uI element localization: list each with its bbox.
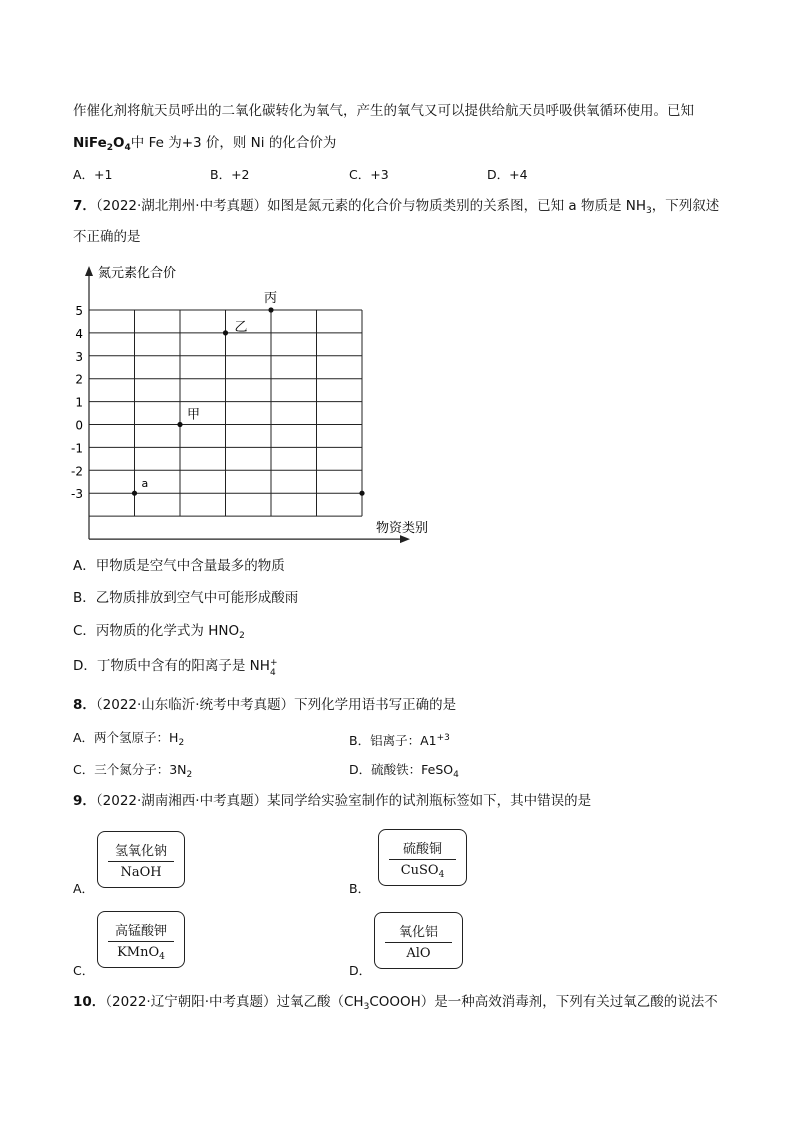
chart-axes <box>85 266 410 543</box>
reagent-label-d-divider <box>385 942 452 943</box>
q9-option-a-letter: A． <box>73 881 95 896</box>
q8-option-b: B．铝离子：$A1^{+3}$ <box>349 733 450 748</box>
q7-option-c: C．丙物质的化学式为 $HNO_2$ <box>73 623 245 641</box>
q7-option-a: A．甲物质是空气中含量最多的物质 <box>73 558 285 574</box>
y-tick-label: -1 <box>71 441 83 456</box>
y-tick-label: 3 <box>75 349 83 364</box>
y-tick-label: 4 <box>75 326 83 341</box>
q9-option-b-letter: B． <box>349 881 371 896</box>
reagent-label-a-name: 氢氧化钠 <box>114 844 167 859</box>
q9-option-d-letter: D． <box>349 963 372 978</box>
chart-x-axis-label: 物资类别 <box>376 521 429 536</box>
q8-option-d: D．硫酸铁：FeSO$_4$ <box>349 762 459 780</box>
q7-stem-line-1: 7．（2022·湖北荆州·中考真题）如图是氮元素的化合价与物质类别的关系图，已知 a 物质是 $NH_3$，下列叙述 <box>73 198 720 216</box>
y-tick-label: 5 <box>75 304 83 318</box>
q10-stem: 10．（2022·辽宁朝阳·中考真题）过氧乙酸$(CH_3COOOH)$是一种高效消毒剂，下列有关过氧乙酸的说法不 <box>73 994 718 1012</box>
q6-option-b: B．+2 <box>210 167 250 182</box>
reagent-label-d-name: 氧化铝 <box>398 925 438 940</box>
point-label: 丙 <box>264 291 278 306</box>
data-point <box>132 491 137 496</box>
nitrogen-valence-chart <box>60 255 460 545</box>
q7-stem-line-2: 不正确的是 <box>73 229 141 245</box>
reagent-label-c <box>97 911 185 968</box>
reagent-label-d <box>374 912 463 969</box>
q7-option-d: D．丁物质中含有的阳离子是 NH + 4 <box>73 658 278 678</box>
reagent-label-b-formula: CuSO$_4$ <box>400 863 445 880</box>
y-tick-label: 1 <box>75 395 83 410</box>
point-label: a <box>141 477 149 491</box>
q6-line-1: 作催化剂将航天员呼出的二氧化碳转化为氧气，产生的氧气又可以提供给航天员呼吸供氧循环使用。已知 <box>73 103 694 119</box>
data-point <box>268 307 273 312</box>
data-point <box>177 422 182 427</box>
y-tick-label: 2 <box>75 372 83 387</box>
y-axis-arrow <box>85 266 93 276</box>
q6-option-c: C．+3 <box>349 167 389 182</box>
reagent-label-c-divider <box>108 941 174 942</box>
reagent-label-d-formula: AlO <box>406 946 431 961</box>
chart-grid <box>89 310 362 516</box>
x-axis-arrow <box>400 535 410 543</box>
y-tick-label: 0 <box>75 418 83 433</box>
data-point <box>223 330 228 335</box>
y-tick-label: -2 <box>71 464 83 479</box>
reagent-label-a <box>97 831 185 888</box>
y-tick-label: -3 <box>71 487 83 502</box>
q6-option-d: D．+4 <box>487 167 528 182</box>
q8-stem: 8．（2022·山东临沂·统考中考真题）下列化学用语书写正确的是 <box>73 697 457 713</box>
reagent-label-a-divider <box>108 861 174 862</box>
data-point <box>359 491 364 496</box>
reagent-label-b-divider <box>389 859 456 860</box>
reagent-label-c-name: 高锰酸钾 <box>114 924 167 939</box>
q8-option-a: A．两个氢原子：$H_2$ <box>73 730 185 748</box>
chart-points <box>132 291 365 496</box>
reagent-label-b-name: 硫酸铜 <box>402 842 442 857</box>
chart-y-axis-label: 氮元素化合价 <box>98 266 177 281</box>
q6-option-a: A．+1 <box>73 167 113 182</box>
reagent-label-c-formula: KMnO$_4$ <box>117 945 165 962</box>
q8-option-c: C．三个氮分子：$3N_2$ <box>73 762 193 780</box>
q9-stem: 9．（2022·湖南湘西·中考真题）某同学给实验室制作的试剂瓶标签如下，其中错误的是 <box>73 793 592 809</box>
reagent-label-b <box>378 829 467 886</box>
point-label: 乙 <box>234 319 248 335</box>
point-label: 甲 <box>187 407 201 423</box>
chart-y-ticks <box>71 304 83 501</box>
reagent-label-a-formula: NaOH <box>120 865 162 880</box>
q7-option-b: B．乙物质排放到空气中可能形成酸雨 <box>73 590 299 606</box>
q9-option-c-letter: C． <box>73 963 95 978</box>
q6-line-2: $NiFe_2O_4$中 Fe 为+3 价，则 Ni 的化合价为 <box>73 135 337 153</box>
